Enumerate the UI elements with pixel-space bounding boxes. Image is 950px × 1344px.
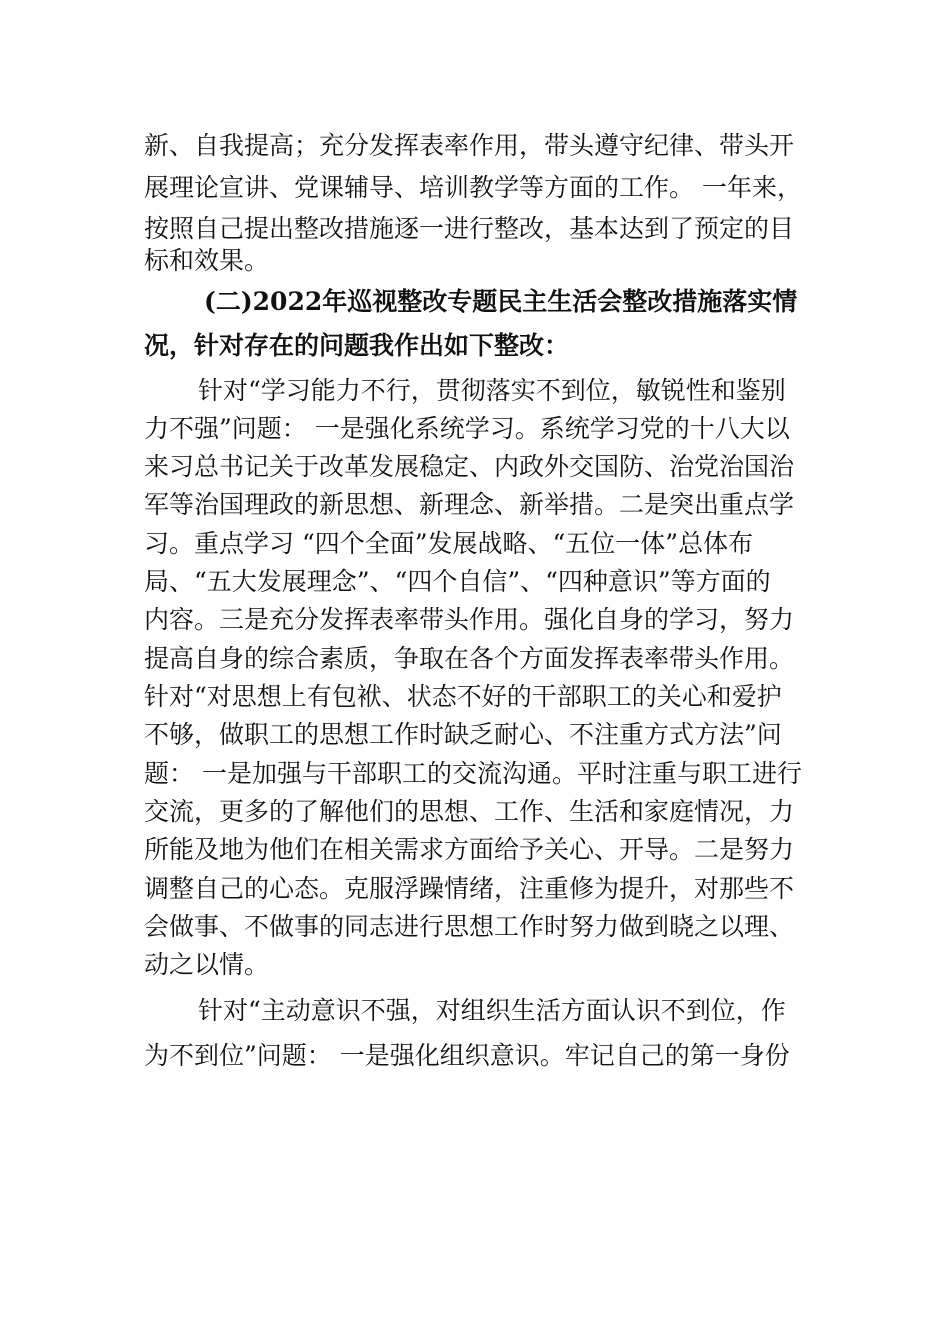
heading-line: 况，针对存在的问题我作出如下整改： bbox=[144, 331, 570, 360]
text-line: 军等治国理政的新思想、新理念、新举措。二是突出重点学 bbox=[144, 490, 795, 519]
text-line: 按照自己提出整改措施逐一进行整改，基本达到了预定的目 bbox=[144, 214, 795, 243]
text-line: 针对“学习能力不行，贯彻落实不到位，敏锐性和鉴别 bbox=[198, 376, 786, 405]
text-line: 新、自我提高；充分发挥表率作用，带头遵守纪律、带头开 bbox=[144, 131, 795, 160]
text-line: 针对“对思想上有包袱、状态不好的干部职工的关心和爱护 bbox=[144, 682, 782, 711]
text-line: 力不强”问题： 一是强化系统学习。系统学习党的十八大以 bbox=[144, 414, 790, 443]
text-line: 不够，做职工的思想工作时缺乏耐心、不注重方式方法”问 bbox=[144, 720, 782, 749]
text-line: 动之以情。 bbox=[144, 950, 270, 979]
heading-line: (二)2022年巡视整改专题民主生活会整改措施落实情 bbox=[204, 287, 798, 316]
text-line: 标和效果。 bbox=[144, 246, 270, 275]
text-line: 为不到位”问题： 一是强化组织意识。牢记自己的第一身份 bbox=[144, 1041, 790, 1070]
text-line: 内容。三是充分发挥表率带头作用。强化自身的学习，努力 bbox=[144, 605, 795, 634]
text-line: 题： 一是加强与干部职工的交流沟通。平时注重与职工进行 bbox=[144, 759, 802, 788]
text-line: 交流，更多的了解他们的思想、工作、生活和家庭情况，力 bbox=[144, 797, 795, 826]
text-line: 来习总书记关于改革发展稳定、内政外交国防、治党治国治 bbox=[144, 452, 795, 481]
text-line: 局、“五大发展理念”、“四个自信”、“四种意识”等方面的 bbox=[144, 567, 771, 596]
text-line: 习。重点学习 “四个全面”发展战略、“五位一体”总体布 bbox=[144, 529, 754, 558]
text-line: 提高自身的综合素质，争取在各个方面发挥表率带头作用。 bbox=[144, 644, 795, 673]
text-line: 会做事、不做事的同志进行思想工作时努力做到晓之以理、 bbox=[144, 912, 795, 941]
text-line: 所能及地为他们在相关需求方面给予关心、开导。二是努力 bbox=[144, 835, 795, 864]
text-line: 针对“主动意识不强，对组织生活方面认识不到位，作 bbox=[198, 996, 786, 1025]
text-line: 展理论宣讲、党课辅导、培训教学等方面的工作。 一年来， bbox=[144, 173, 802, 202]
text-line: 调整自己的心态。克服浮躁情绪，注重修为提升，对那些不 bbox=[144, 874, 795, 903]
